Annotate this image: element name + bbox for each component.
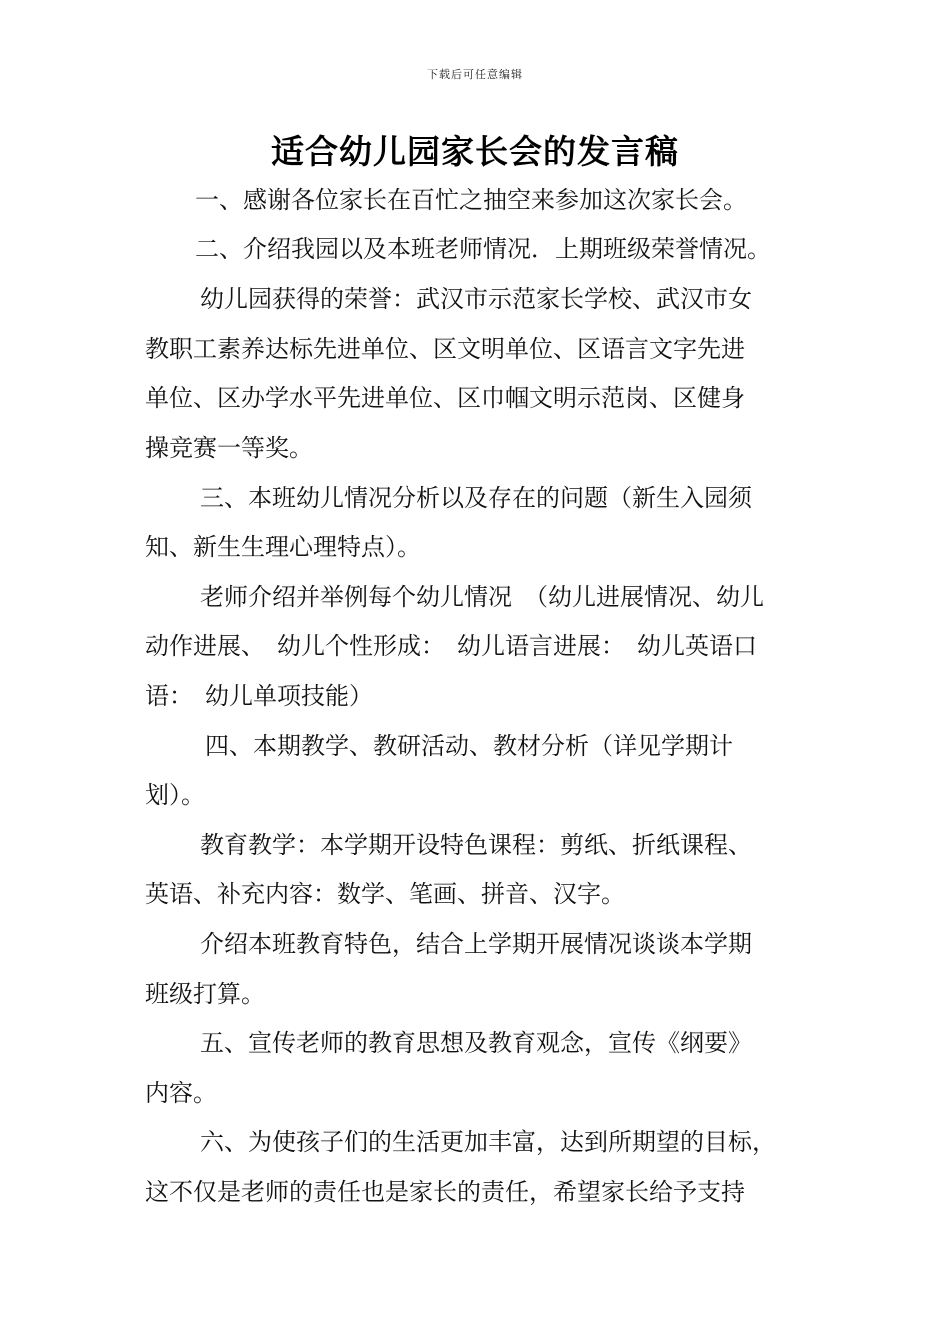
- paragraph-line: 老师介绍并举例每个幼儿情况 （幼儿进展情况、幼儿: [200, 583, 764, 611]
- paragraph-line: 知、新生生理心理特点）。: [145, 533, 421, 561]
- paragraph-line: 操竞赛一等奖。: [145, 434, 313, 462]
- paragraph-line: 班级打算。: [145, 980, 265, 1008]
- paragraph-line: 教育教学：本学期开设特色课程：剪纸、折纸课程、: [200, 831, 752, 859]
- paragraph-line: 动作进展、 幼儿个性形成： 幼儿语言进展： 幼儿英语口: [145, 632, 757, 660]
- paragraph-line: 二、介绍我园以及本班老师情况．上期班级荣誉情况。: [195, 235, 771, 263]
- paragraph-line: 一、感谢各位家长在百忙之抽空来参加这次家长会。: [195, 186, 747, 214]
- paragraph-line: 内容。: [145, 1079, 217, 1107]
- paragraph-line: 四、本期教学、教研活动、教材分析（详见学期计: [205, 732, 733, 760]
- paragraph-line: 教职工素养达标先进单位、区文明单位、区语言文字先进: [145, 335, 745, 363]
- paragraph-line: 英语、补充内容：数学、笔画、拼音、汉字。: [145, 880, 625, 908]
- paragraph-line: 五、宣传老师的教育思想及教育观念，宣传《纲要》: [200, 1029, 752, 1057]
- paragraph-line: 单位、区办学水平先进单位、区巾帼文明示范岗、区健身: [145, 384, 745, 412]
- paragraph-line: 三、本班幼儿情况分析以及存在的问题（新生入园须: [200, 484, 752, 512]
- paragraph-line: 幼儿园获得的荣誉：武汉市示范家长学校、武汉市女: [200, 285, 752, 313]
- paragraph-line: 介绍本班教育特色，结合上学期开展情况谈谈本学期: [200, 930, 752, 958]
- page-title: 适合幼儿园家长会的发言稿: [271, 132, 679, 171]
- paragraph-line: 划）。: [145, 781, 205, 809]
- header-note: 下载后可任意编辑: [427, 68, 523, 81]
- paragraph-line: 这不仅是老师的责任也是家长的责任，希望家长给予支持: [145, 1178, 745, 1206]
- paragraph-line: 六、为使孩子们的生活更加丰富，达到所期望的目标，: [200, 1128, 776, 1156]
- paragraph-line: 语： 幼儿单项技能）: [145, 682, 373, 710]
